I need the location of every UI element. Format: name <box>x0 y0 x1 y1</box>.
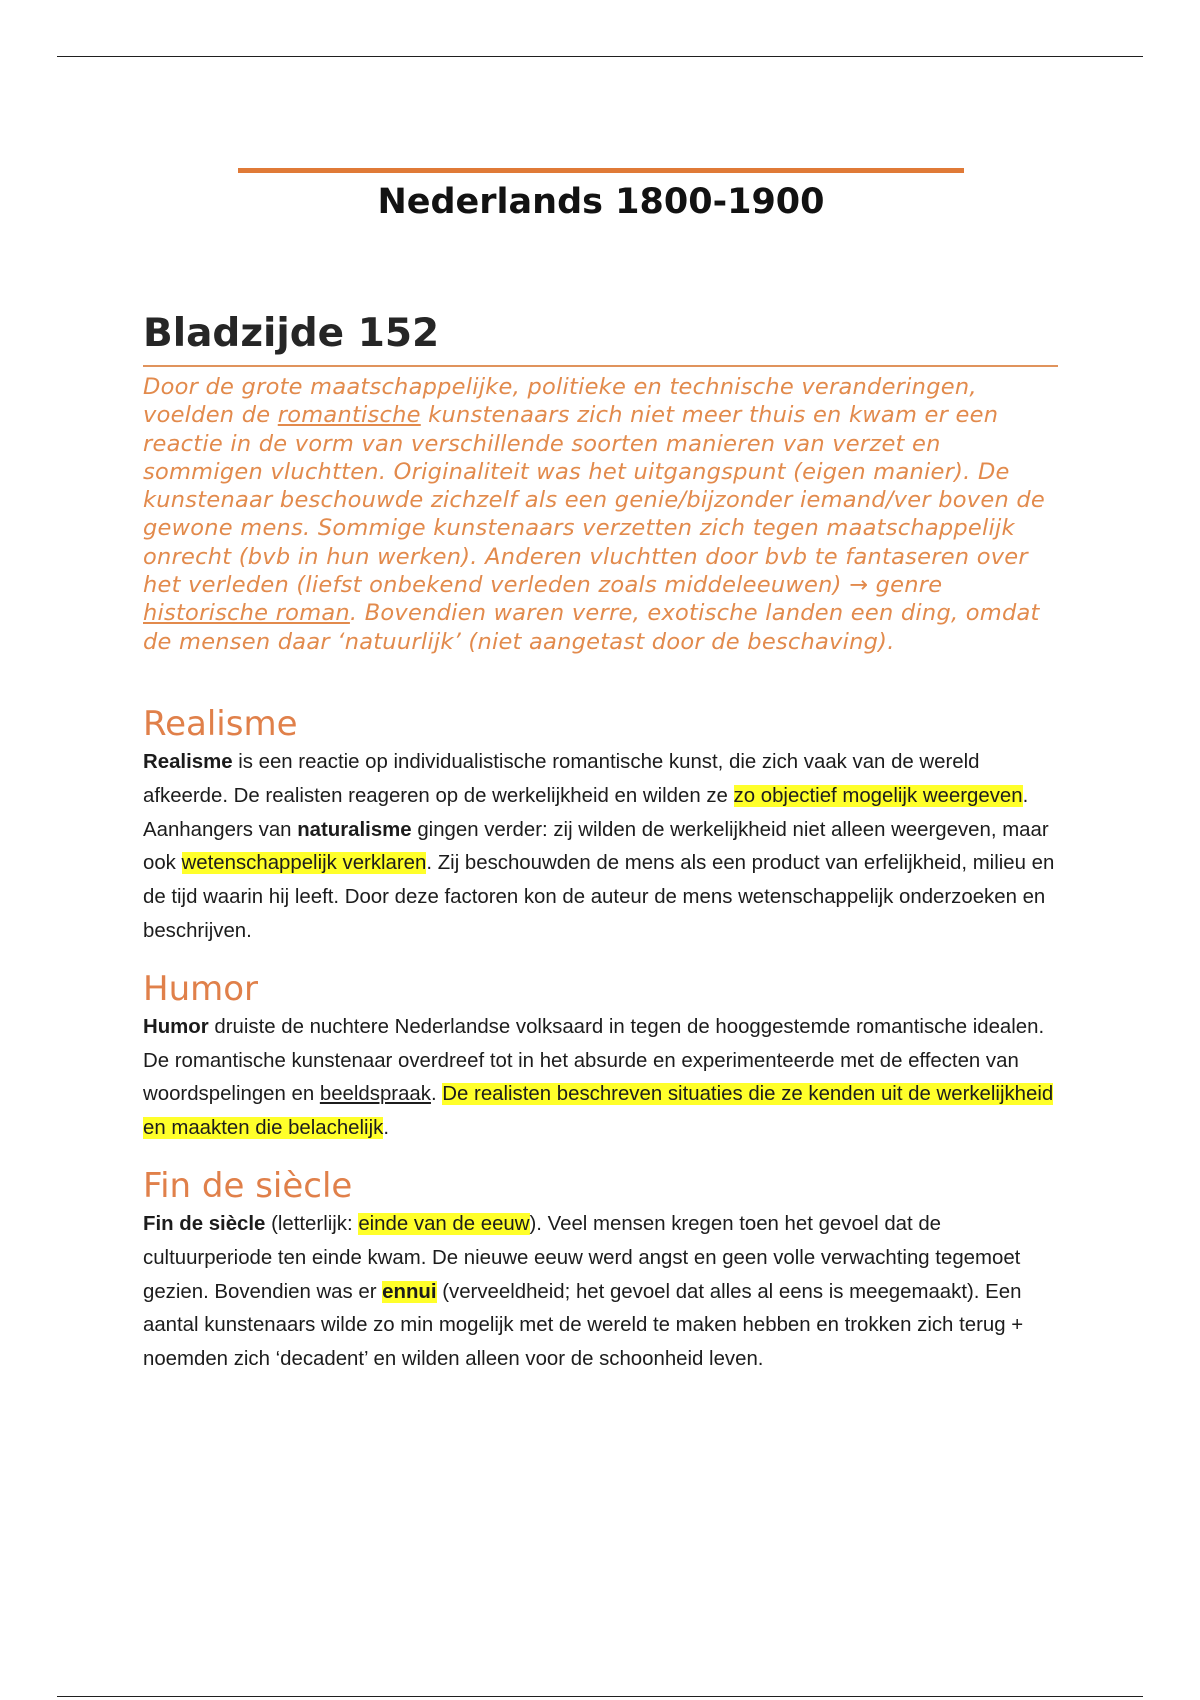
highlight-wetenschappelijk: wetenschappelijk verklaren <box>181 852 427 875</box>
intro-underline-romantische: romantische <box>277 402 421 429</box>
section-heading-humor: Humor <box>143 968 259 1009</box>
fin-text: ). Veel mensen kregen toen het gevoel dat de cultuurperiode ten einde kwam. De nieuwe eeuw werd angst en geen volle verwachting tegemoet gezien. Bovendien was er <box>143 1212 1021 1303</box>
intro-text: . Bovendien waren verre, exotische landen een ding, omdat de mensen daar ‘natuurlijk’ (niet aangetast door de beschaving). <box>143 600 1040 655</box>
term-ennui: ennui <box>382 1280 437 1303</box>
intro-underline-historische-roman: historische roman <box>143 600 350 627</box>
highlight-realisten: De realisten beschreven situaties die ze kenden uit de werkelijkheid en maakten die belachelijk <box>143 1083 1054 1140</box>
realisme-text: is een reactie op individualistische romantische kunst, die zich vaak van de wereld afkeerde. De realisten reageren op de werkelijkheid en wilden ze <box>143 750 980 807</box>
document-body <box>143 305 1058 1377</box>
fin-text: (letterlijk: <box>265 1212 359 1235</box>
page-heading: Bladzijde 152 <box>143 305 1058 367</box>
highlight-einde-van-de-eeuw: einde van de eeuw <box>358 1212 530 1235</box>
intro-text: kunstenaars zich niet meer thuis en kwam er een reactie in de vorm van verschillende soorten manieren van verzet en sommigen vluchtten. Originaliteit was het uitgangspunt (eigen manier). De kunstenaar beschouwde zichzelf als een genie/bijzonder iemand/ver boven de gewone mens. Sommige kunstenaars verzetten zich tegen maatschappelijk onrecht (bvb in hun werken). Anderen vluchtten door bvb te fantaseren over het verleden (liefst onbekend verleden zoals middeleeuwen) → genre <box>143 402 1045 599</box>
intro-paragraph <box>143 373 1058 656</box>
fin-text: (verveeldheid; het gevoel dat alles al eens is meegemaakt). Een aantal kunstenaars wilde zo min mogelijk met de wereld te maken hebben en trokken zich terug + noemden zich ‘decadent’ en wilden alleen voor de schoonheid leven. <box>143 1280 1024 1371</box>
fin-paragraph <box>143 1208 1058 1377</box>
highlight-objectief: zo objectief mogelijk weergeven <box>733 784 1023 807</box>
title-accent-bar <box>238 168 964 173</box>
page-top-rule <box>57 56 1143 57</box>
humor-text: . <box>430 1083 443 1106</box>
underline-beeldspraak: beeldspraak <box>319 1083 431 1106</box>
humor-text: druiste de nuchtere Nederlandse volksaard in tegen de hooggestemde romantische idealen. De romantische kunstenaar overdreef tot in het absurde en experimenteerde met de effecten van woordspelingen en <box>143 1015 1045 1106</box>
humor-text: . <box>383 1117 389 1140</box>
realisme-text: gingen verder: zij wilden de werkelijkheid niet alleen weergeven, maar ook <box>143 818 1049 875</box>
section-heading-fin-de-siecle: Fin de siècle <box>143 1165 353 1206</box>
term-realisme: Realisme <box>143 750 233 773</box>
intro-text: Door de grote maatschappelijke, politieke en technische veranderingen, voelden de <box>143 374 977 429</box>
realisme-paragraph <box>143 746 1058 949</box>
document-title: Nederlands 1800-1900 <box>377 182 825 222</box>
term-naturalisme: naturalisme <box>297 818 412 841</box>
section-heading-realisme: Realisme <box>143 703 298 744</box>
realisme-text: . Zij beschouwden de mens als een product van erfelijkheid, milieu en de tijd waarin hij leeft. Door deze factoren kon de auteur de mens wetenschappelijk onderzoeken en beschrijven. <box>143 852 1055 942</box>
term-humor: Humor <box>143 1015 209 1038</box>
page-bottom-rule <box>57 1696 1143 1697</box>
realisme-text: . Aanhangers van <box>143 784 1029 841</box>
term-fin-de-siecle: Fin de siècle <box>143 1212 266 1235</box>
humor-paragraph <box>143 1011 1058 1146</box>
